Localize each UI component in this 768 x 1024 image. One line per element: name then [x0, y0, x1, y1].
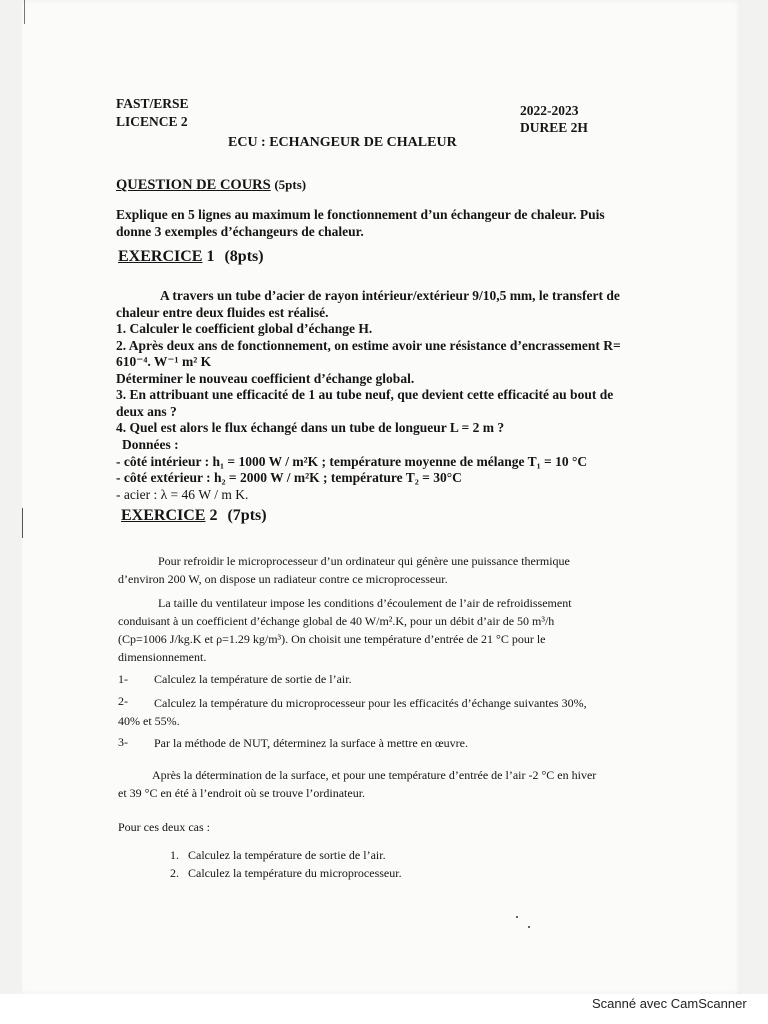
exercise2-line: Après la détermination de la surface, et pour une température d’entrée de l’air -2 °C en hiver	[152, 768, 597, 782]
speck	[528, 926, 530, 928]
exercise1-line: Déterminer le nouveau coefficient d’échange global.	[116, 370, 415, 386]
question-title: QUESTION DE COURS	[116, 177, 271, 193]
item-2-number: 2-	[118, 694, 128, 708]
question-line: donne 3 exemples d’échangeurs de chaleur.	[116, 223, 364, 239]
exercise2-line: (Cp=1006 J/kg.K et ρ=1.29 kg/m³). On choisit une température d’entrée de 21 °C pour le	[118, 632, 546, 646]
exercise2-conditions	[118, 594, 640, 666]
speck	[516, 916, 518, 918]
question-text	[116, 207, 656, 240]
item-2-text: Calculez la température du microprocesseur pour les efficacités d’échange suivantes 30%,	[154, 696, 587, 710]
data-line: - côté extérieur : h₂ = 2000 W / m²K ; température T₂ = 30°C	[116, 470, 462, 485]
exercise1-line: 610⁻⁴. W⁻¹ m² K	[116, 354, 212, 369]
exercise1-title: EXERCICE	[118, 248, 203, 265]
exercise2-line: Pour refroidir le microprocesseur d’un ordinateur qui génère une puissance thermique	[158, 554, 570, 568]
exercise2-heading	[121, 507, 267, 525]
exercise2-number: 2	[209, 507, 218, 524]
exercise2-points: (7pts)	[227, 507, 267, 524]
institution: FAST/ERSE	[116, 96, 189, 111]
exercise1-heading	[118, 248, 264, 266]
data-title: Données :	[122, 437, 179, 452]
scanner-watermark: Scanné avec CamScanner	[592, 996, 747, 1011]
question-line: Explique en 5 lignes au maximum le fonctionnement d’un échangeur de chaleur. Puis	[116, 207, 605, 222]
exercise1-line: 1. Calculer le coefficient global d’échange H.	[116, 321, 373, 336]
item-2-text-cont: 40% et 55%.	[118, 714, 180, 728]
exercise2-line: La taille du ventilateur impose les conditions d’écoulement de l’air de refroidissement	[158, 596, 572, 610]
exercise1-points: (8pts)	[224, 248, 264, 265]
item-3-text: Par la méthode de NUT, déterminez la surface à mettre en œuvre.	[154, 736, 468, 750]
level: LICENCE 2	[116, 114, 188, 129]
exercise1-line: 2. Après deux ans de fonctionnement, on estime avoir une résistance d’encrassement R=	[116, 337, 621, 353]
exercise1-line: deux ans ?	[116, 403, 177, 419]
exercise1-data	[116, 437, 656, 503]
exercise2-line: dimensionnement.	[118, 650, 207, 664]
case-1-text: Calculez la température de sortie de l’air.	[188, 848, 386, 862]
exercise1-line: 3. En attribuant une efficacité de 1 au tube neuf, que devient cette efficacité au bout de	[116, 387, 614, 402]
duration: DUREE 2H	[520, 120, 588, 135]
cases-intro: Pour ces deux cas :	[118, 820, 210, 834]
item-3-number: 3-	[118, 735, 128, 749]
data-line: - côté intérieur : h₁ = 1000 W / m²K ; température moyenne de mélange T₁ = 10 °C	[116, 453, 588, 469]
exercise1-line: 4. Quel est alors le flux échangé dans un tube de longueur L = 2 m ?	[116, 420, 505, 435]
exercise1-text	[116, 288, 656, 437]
course-title: ECU : ECHANGEUR DE CHALEUR	[228, 135, 457, 150]
case-2-text: Calculez la température du microprocesseur.	[188, 866, 402, 880]
data-line: - acier : λ = 46 W / m K.	[116, 486, 249, 502]
exercise2-seasonal	[118, 766, 658, 802]
case-1-number: 1.	[170, 848, 179, 862]
exercise2-line: conduisant à un coefficient d’échange global de 40 W/m².K, pour un débit d’air de 50 m³/h	[118, 614, 555, 628]
exercise2-line: et 39 °C en été à l’endroit où se trouve l’ordinateur.	[118, 786, 366, 800]
exercise1-number: 1	[206, 248, 215, 265]
exercise2-title: EXERCICE	[121, 507, 206, 524]
exercise2-intro	[118, 552, 640, 588]
question-points: (5pts)	[274, 177, 307, 192]
page-edge-line	[24, 0, 25, 24]
case-2-number: 2.	[170, 866, 179, 880]
item-1-text: Calculez la température de sortie de l’air.	[154, 672, 352, 686]
academic-year: 2022-2023	[520, 103, 579, 118]
question-heading	[116, 177, 306, 194]
margin-mark	[22, 508, 23, 538]
exercise2-line: d’environ 200 W, on dispose un radiateur contre ce microprocesseur.	[118, 572, 448, 586]
item-1-number: 1-	[118, 672, 128, 686]
exercise1-line: chaleur entre deux fluides est réalisé.	[116, 304, 329, 320]
exercise1-line: A travers un tube d’acier de rayon intérieur/extérieur 9/10,5 mm, le transfert de	[160, 288, 620, 303]
